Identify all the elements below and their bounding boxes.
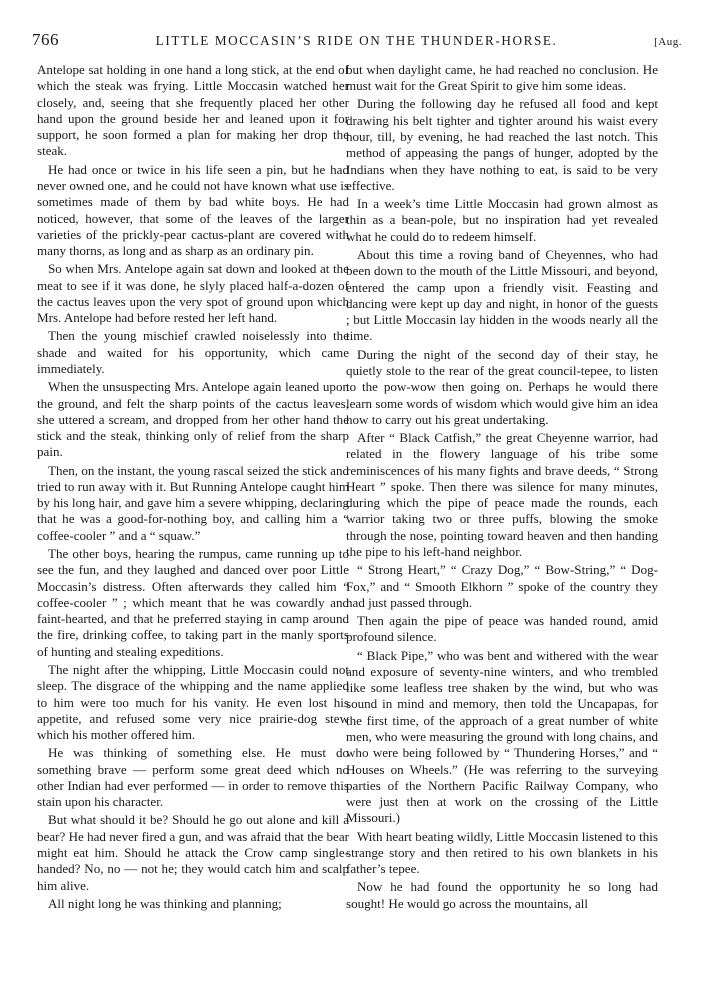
paragraph: Now he had found the opportunity he so long had sought! He would go across the mountains, all	[346, 879, 658, 911]
paragraph-continuation: but when daylight came, he had reached no conclusion. He must wait for the Great Spirit to give him some ideas.	[346, 62, 658, 94]
paragraph: Then again the pipe of peace was handed round, amid profound silence.	[346, 613, 658, 645]
paragraph: After “ Black Catfish,” the great Cheyenne warrior, had related in the flowery language of his tribe some reminiscences of his many fights and brave deeds, “ Strong Heart ” spoke. Then there was silence for many minutes, during which the pipe of peace made the rounds, each warrior taking two or three puffs, blowing the smoke through the nose, pointing toward heaven and then handing the pipe to his left-hand neighbor.	[346, 429, 658, 560]
paragraph: “ Black Pipe,” who was bent and withered with the wear and exposure of seventy-nine winters, and who trembled like some leafless tree shaken by the wind, but who was sound in mind and memory, then told the Uncapapas, for the first time, of the approach of a great number of white men, who were measuring the ground with long chains, and who were being followed by “ Thundering Horses,” and “ Houses on Wheels.” (He was referring to the surveying parties of the Northern Pacific Railway Company, who were just then at work on the crossing of the Little Missouri.)	[346, 647, 658, 826]
right-column	[346, 62, 658, 914]
paragraph: He had once or twice in his life seen a pin, but he had never owned one, and he could not have known what use is sometimes made of them by bad white boys. He had noticed, however, that some of the leaves of the larger varieties of the prickly-pear cactus-plant are covered with many thorns, as long and as sharp as an ordinary pin.	[37, 161, 349, 259]
month-label: [Aug.	[654, 36, 682, 48]
paragraph: With heart beating wildly, Little Moccasin listened to this strange story and then retired to his own blankets in his father’s tepee.	[346, 828, 658, 877]
paragraph: Then, on the instant, the young rascal seized the stick and tried to run away with it. But Running Antelope caught him by his long hair, and gave him a severe whipping, declaring that he was a good-for-nothing boy, and calling him a “ coffee-cooler ” and a “ squaw.”	[37, 462, 349, 543]
paragraph: The other boys, hearing the rumpus, came running up to see the fun, and they laughed and danced over poor Little Moccasin’s distress. Often afterwards they called him “ coffee-cooler ” ; which meant that he was cowardly and faint-hearted, and that he preferred staying in camp around the fire, drinking coffee, to taking part in the manly sports of hunting and stealing expeditions.	[37, 545, 349, 659]
page-number: 766	[32, 30, 59, 49]
running-title: LITTLE MOCCASIN’S RIDE ON THE THUNDER-HORSE.	[155, 33, 558, 48]
paragraph: During the following day he refused all food and kept drawing his belt tighter and tighter around his waist every hour, till, by evening, he had reached the last notch. This method of appeasing the pangs of hunger, adopted by the Indians when they have nothing to eat, is said to be very effective.	[346, 96, 658, 193]
paragraph: Antelope sat holding in one hand a long stick, at the end of which the steak was frying. Little Moccasin watched her closely, and, seeing that she frequently placed her other hand upon the ground beside her and leaned upon it for support, he soon formed a plan for making her drop the steak.	[37, 62, 349, 159]
paragraph: Then the young mischief crawled noiselessly into the shade and waited for his opportunity, which came immediately.	[37, 328, 349, 377]
paragraph: The night after the whipping, Little Moccasin could not sleep. The disgrace of the whipping and the name applied to him were too much for his vanity. He even lost his appetite, and refused some very nice prairie-dog stew which his mother offered him.	[37, 661, 349, 743]
paragraph: All night long he was thinking and planning;	[48, 895, 282, 911]
page-header	[32, 30, 682, 52]
paragraph: During the night of the second day of their stay, he quietly stole to the rear of the great council-tepee, to listen to the pow-wow then going on. Perhaps he would there learn some words of wisdom which would give him an idea how to carry out his great undertaking.	[346, 346, 658, 427]
paragraph: In a week’s time Little Moccasin had grown almost as thin as a bean-pole, but no inspiration had yet revealed what he could do to redeem himself.	[346, 196, 658, 244]
paragraph: “ Strong Heart,” “ Crazy Dog,” “ Bow-String,” “ Dog-Fox,” and “ Smooth Elkhorn ” spoke of the country they had just passed through.	[346, 562, 658, 610]
paragraph: He was thinking of something else. He must do something brave — perform some great deed which no other Indian had ever performed — in order to remove this stain upon his character.	[37, 745, 349, 810]
left-column	[37, 62, 349, 914]
paragraph: But what should it be? Should he go out alone and kill a bear? He had never fired a gun, and was afraid that the bear might eat him. Should he attack the Crow camp single-handed? No, no — not he; they would catch him and scalp him alive.	[37, 812, 349, 893]
paragraph: About this time a roving band of Cheyennes, who had been down to the mouth of the Little Missouri, and beyond, entered the camp upon a friendly visit. Feasting and dancing were kept up day and night, in honor of the guests ; but Little Moccasin lay hidden in the woods nearly all the time.	[346, 246, 658, 344]
paragraph: When the unsuspecting Mrs. Antelope again leaned upon the ground, and felt the sharp points of the cactus leaves, she uttered a scream, and dropped from her other hand the stick and the steak, thinking only of relief from the sharp pain.	[37, 379, 349, 460]
paragraph: So when Mrs. Antelope again sat down and looked at the meat to see if it was done, he slyly placed half-a-dozen of the cactus leaves upon the very spot of ground upon which Mrs. Antelope had before rested her left hand.	[37, 261, 349, 326]
